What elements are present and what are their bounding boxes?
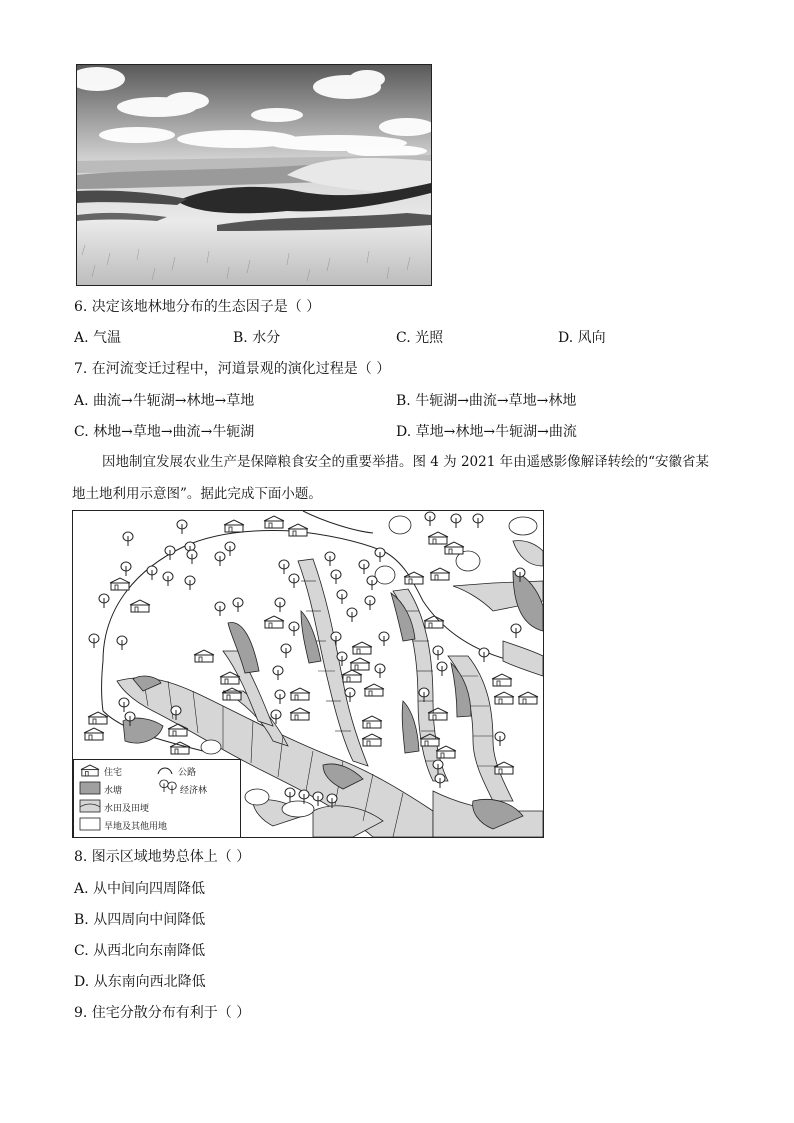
q8-option-a[interactable]: A. 从中间向四周降低 <box>74 881 206 897</box>
question-9-stem: 9. 住宅分散分布有利于（ ） <box>74 1005 251 1021</box>
q6-option-c[interactable]: C. 光照 <box>396 330 444 346</box>
legend-road-label: 公路 <box>178 768 197 778</box>
q7-option-a[interactable]: A. 曲流→牛轭湖→林地→草地 <box>74 393 255 409</box>
legend-house-label: 住宅 <box>104 768 123 778</box>
map-legend <box>73 759 241 838</box>
q8-option-d[interactable]: D. 从东南向西北降低 <box>74 974 206 990</box>
question-8-stem: 8. 图示区域地势总体上（ ） <box>74 849 251 865</box>
q8-option-b[interactable]: B. 从四周向中间降低 <box>74 912 206 928</box>
grassland-photo-graphic <box>77 65 431 285</box>
landscape-photo <box>76 64 432 286</box>
q6-option-d[interactable]: D. 风向 <box>558 330 606 346</box>
q7-option-c[interactable]: C. 林地→草地→曲流→牛轭湖 <box>74 424 255 440</box>
question-6-stem: 6. 决定该地林地分布的生态因子是（ ） <box>74 299 321 315</box>
intro-line-1: 因地制宜发展农业生产是保障粮食安全的重要举措。图 4 为 2021 年由遥感影像解译转绘的“安徽省某 <box>102 454 710 470</box>
question-7-stem: 7. 在河流变迁过程中，河道景观的演化过程是（ ） <box>74 361 391 377</box>
q8-option-c[interactable]: C. 从西北向东南降低 <box>74 943 206 959</box>
intro-line-2: 地土地利用示意图”。据此完成下面小题。 <box>72 486 322 502</box>
q6-option-a[interactable]: A. 气温 <box>74 330 122 346</box>
q7-option-d[interactable]: D. 草地→林地→牛轭湖→曲流 <box>396 424 577 440</box>
land-use-map <box>72 510 544 838</box>
legend-forest-label: 经济林 <box>180 786 208 796</box>
legend-dry-label: 旱地及其他用地 <box>104 822 168 832</box>
legend-paddy-label: 水田及田埂 <box>104 804 150 814</box>
legend-pond-label: 水塘 <box>104 786 123 796</box>
q6-option-b[interactable]: B. 水分 <box>233 330 281 346</box>
q7-option-b[interactable]: B. 牛轭湖→曲流→草地→林地 <box>396 393 577 409</box>
